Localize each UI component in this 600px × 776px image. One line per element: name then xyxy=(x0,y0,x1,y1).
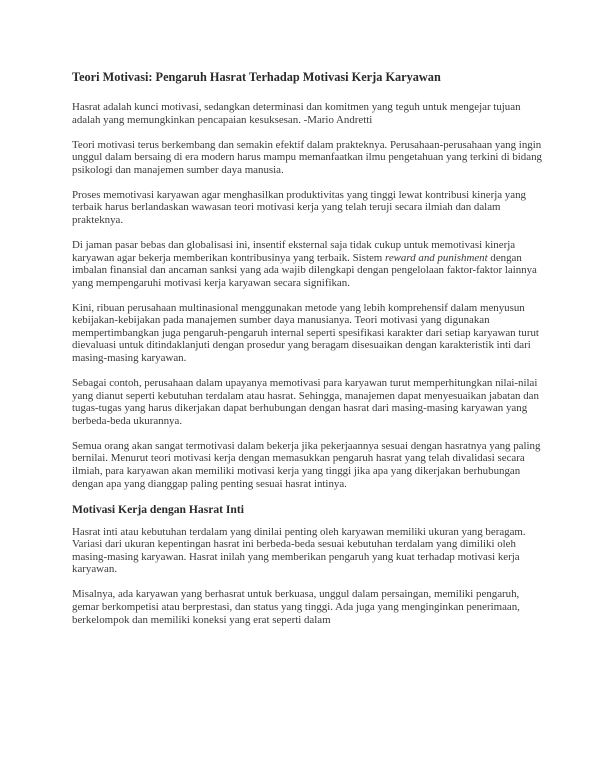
reward-punishment-term: reward and punishment xyxy=(385,251,488,264)
paragraph-everyone-motivated: Semua orang akan sangat termotivasi dalam bekerja jika pekerjaannya sesuai dengan hasratnya yang paling bernilai. Menurut teori motivasi kerja dengan memasukkan pengaruh hasrat yang telah divalidasi secara ilmiah, para karyawan akan memiliki motivasi kerja yang tinggi jika apa yang dikerjakan berhubungan dengan apa yang dianggap paling penting sesuai hasrat intinya. xyxy=(72,439,541,490)
paragraph-globalization xyxy=(72,239,542,289)
paragraph-example: Sebagai contoh, perusahaan dalam upayanya memotivasi para karyawan turut memperhitungkan nilai-nilai yang dianut seperti kebutuhan terdalam atau hasrat. Sehingga, manajemen dapat menyesuaikan jabatan dan tugas-tugas yang harus dikerjakan dapat berhubungan dengan hasrat dari masing-masing karyawan yang berbeda-beda ukurannya. xyxy=(72,377,539,427)
paragraph-for-example: Misalnya, ada karyawan yang berhasrat untuk berkuasa, unggul dalam persaingan, memiliki pengaruh, gemar berkompetisi atau berprestasi, dan status yang tinggi. Ada juga yang menginginkan penerimaan, berkelompok dan memiliki koneksi yang erat seperti dalam xyxy=(72,588,520,626)
document-title: Teori Motivasi: Pengaruh Hasrat Terhadap Motivasi Kerja Karyawan xyxy=(72,70,441,84)
paragraph-globalization-part1: Di jaman pasar bebas dan globalisasi ini, insentif eksternal saja tidak cukup untuk memotivasi kinerja karyawan agar bekerja memberikan kontribusinya yang terbaik. Sistem xyxy=(72,238,516,264)
paragraph-globalization-part2: dengan imbalan finansial dan ancaman sanksi yang ada wajib dilengkapi dengan pengelolaan faktor-faktor lainnya yang mempengaruhi motivasi kerja karyawan secara signifikan. xyxy=(72,251,537,289)
paragraph-multinational: Kini, ribuan perusahaan multinasional menggunakan metode yang lebih komprehensif dalam menyusun kebijakan-kebijakan pada manajemen sumber daya manusianya. Teori motivasi yang digunakan mempertimbangkan juga pengaruh-pengaruh internal seperti spesifikasi karakter dari setiap karyawan turut dievaluasi untuk ditindaklanjuti dengan prosedur yang beragam disesuaikan dengan karakteristik inti dari masing-masing karyawan. xyxy=(72,301,539,365)
paragraph-quote: Hasrat adalah kunci motivasi, sedangkan determinasi dan komitmen yang teguh untuk mengejar tujuan adalah yang memungkinkan pencapaian kesuksesan. -Mario Andretti xyxy=(72,101,521,126)
paragraph-motivation-process: Proses memotivasi karyawan agar menghasilkan produktivitas yang tinggi lewat kontribusi kinerja yang terbaik harus berlandaskan wawasan teori motivasi kerja yang telah teruji secara ilmiah dan dalam prakteknya. xyxy=(72,188,526,226)
paragraph-theory-development: Teori motivasi terus berkembang dan semakin efektif dalam prakteknya. Perusahaan-perusahaan yang ingin unggul dalam bersaing di era modern harus mampu memanfaatkan ilmu pengetahuan yang terkini di bidang psikologi dan manajemen sumber daya manusia. xyxy=(72,138,542,176)
paragraph-core-desire: Hasrat inti atau kebutuhan terdalam yang dinilai penting oleh karyawan memiliki ukuran yang beragam. Variasi dari ukuran kepentingan hasrat ini berbeda-beda sesuai kebutuhan terdalam yang dimiliki oleh masing-masing karyawan. Hasrat inilah yang memberikan pengaruh yang kuat terhadap motivasi kerja karyawan. xyxy=(72,525,526,576)
section-heading: Motivasi Kerja dengan Hasrat Inti xyxy=(72,502,244,516)
